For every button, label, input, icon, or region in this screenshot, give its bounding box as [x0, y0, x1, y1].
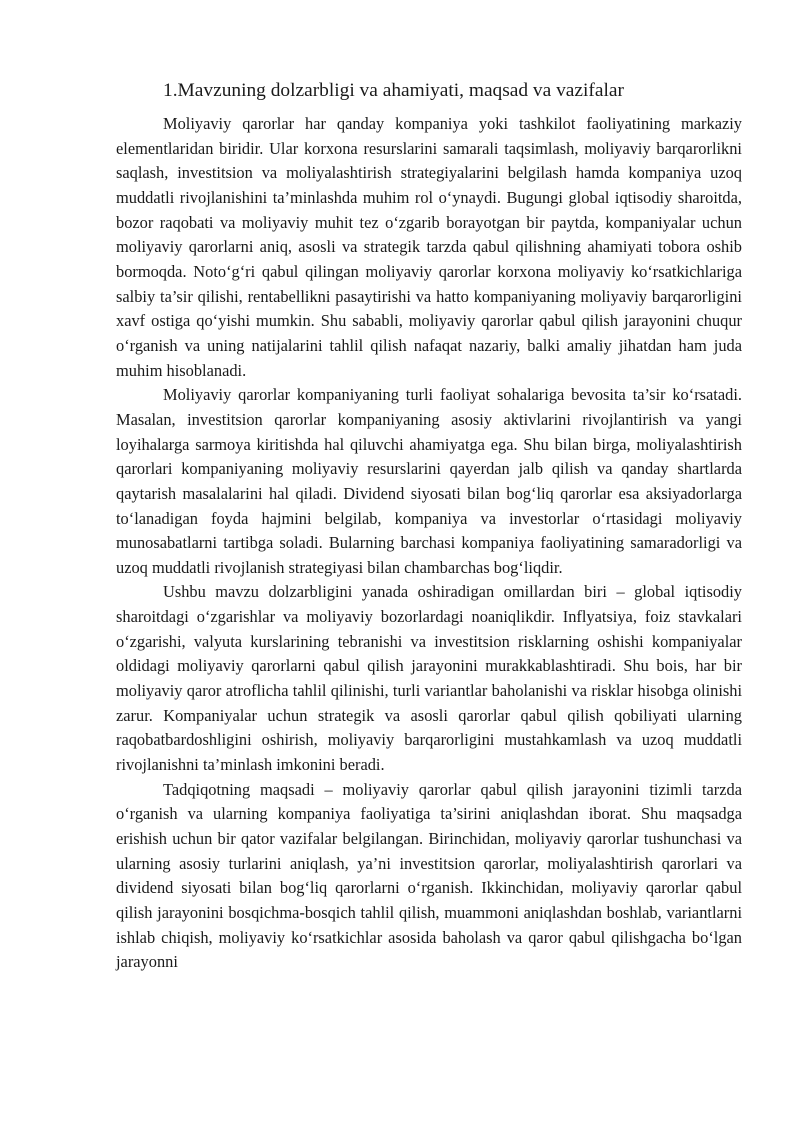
- paragraph-decision-types: Moliyaviy qarorlar kompaniyaning turli faoliyat sohalariga bevosita ta’sir ko‘rsatadi. Masalan, investitsion qarorlar kompaniyaning asosiy aktivlarini rivojlantirish va yangi loyihalarga sarmoya kiritishda hal qiluvchi ahamiyatga ega. Shu bilan birga, moliyalashtirish qarorlari kompaniyaning moliyaviy resurslarini qayerdan jalb qilish va qanday shartlarda qaytarish masalalarini hal qiladi. Dividend siyosati bilan bog‘liq qarorlar esa aksiyadorlarga to‘lanadigan foyda hajmini belgilab, kompaniya va investorlar o‘rtasidagi moliyaviy munosabatlarni tartibga soladi. Bularning barchasi kompaniya faoliyatining samaradorligi va uzoq muddatli rivojlanish strategiyasi bilan chambarchas bog‘liqdir.: [116, 385, 742, 577]
- document-body: [116, 76, 742, 975]
- paragraph-research-goal: Tadqiqotning maqsadi – moliyaviy qarorlar qabul qilish jarayonini tizimli tarzda o‘rganish va ularning kompaniya faoliyatiga ta’sirini aniqlashdan iborat. Shu maqsadga erishish uchun bir qator vazifalar belgilangan. Birinchidan, moliyaviy qarorlar tushunchasi va ularning asosiy turlarini aniqlash, ya’ni investitsion qarorlar, moliyalashtirish qarorlari va dividend siyosati bilan bog‘liq qarorlarni o‘rganish. Ikkinchidan, moliyaviy qarorlar qabul qilish jarayonini bosqichma-bosqich tahlil qilish, muammoni aniqlashdan boshlab, variantlarni ishlab chiqish, moliyaviy ko‘rsatkichlar asosida baholash va qaror qabul qilishgacha bo‘lgan jarayonni: [116, 779, 742, 972]
- paragraph-relevance-intro: Moliyaviy qarorlar har qanday kompaniya yoki tashkilot faoliyatining markaziy elementlaridan biridir. Ular korxona resurslarini samarali taqsimlash, moliyaviy barqarorlikni saqlash, investitsion va moliyalashtirish strategiyalarini belgilash hamda kompaniya uzoq muddatli rivojlanishini ta’minlashda muhim rol o‘ynaydi. Bugungi global iqtisodiy sharoitda, bozor raqobati va moliyaviy muhit tez o‘zgarib borayotgan bir paytda, kompaniyalar uchun moliyaviy qarorlarni aniq, asosli va strategik tarzda qabul qilishning ahamiyati tobora oshib bormoqda. Noto‘g‘ri qabul qilingan moliyaviy qarorlar korxona moliyaviy ko‘rsatkichlariga salbiy ta’sir qilishi, rentabellikni pasaytirishi va hatto kompaniyaning moliyaviy barqarorligini xavf ostiga qo‘yishi mumkin. Shu sababli, moliyaviy qarorlar qabul qilish jarayonini chuqur o‘rganish va uning natijalarini tahlil qilish nafaqat nazariy, balki amaliy jihatdan ham juda muhim hisoblanadi.: [116, 114, 742, 380]
- paragraph-global-factors: Ushbu mavzu dolzarbligini yanada oshiradigan omillardan biri – global iqtisodiy sharoitdagi o‘zgarishlar va moliyaviy bozorlardagi noaniqlikdir. Inflyatsiya, foiz stavkalari o‘zgarishi, valyuta kurslarining tebranishi va investitsion risklarning oshishi kompaniyalar oldidagi moliyaviy qarorlarni qabul qilish jarayonini murakkablashtiradi. Shu bois, har bir moliyaviy qaror atroflicha tahlil qilinishi, turli variantlar baholanishi va risklar hisobga olinishi zarur. Kompaniyalar uchun strategik va asosli qarorlar qabul qilish qobiliyati ularning raqobatbardoshligini oshirish, moliyaviy barqarorligini mustahkamlash va uzoq muddatli rivojlanishni ta’minlash imkonini beradi.: [116, 582, 742, 775]
- section-heading: 1.Mavzuning dolzarbligi va ahamiyati, maqsad va vazifalar: [163, 80, 624, 101]
